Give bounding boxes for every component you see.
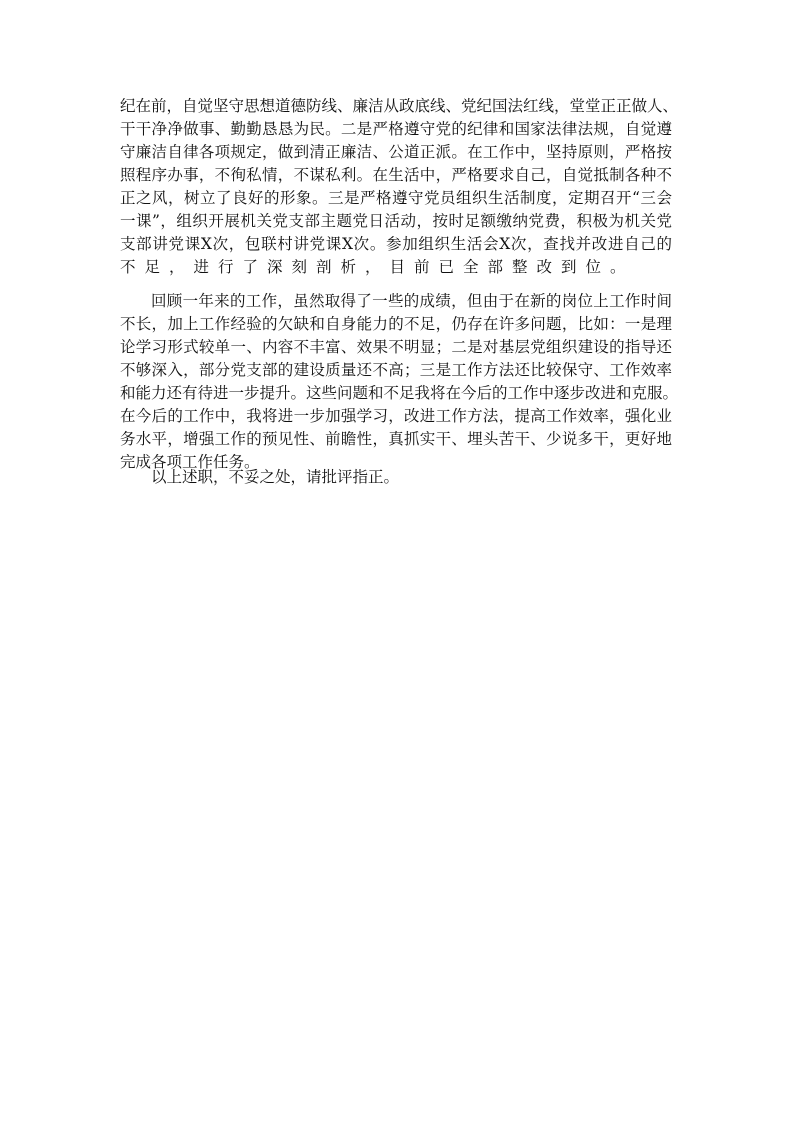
paragraph-line: 论学习形式较单一、内容不丰富、效果不明显；二是对基层党组织建设的指导还 [120, 338, 672, 356]
paragraph-line: 在今后的工作中，我将进一步加强学习，改进工作方法，提高工作效率，强化业 [120, 407, 672, 425]
paragraph-line: 完成各项工作任务。 [120, 453, 260, 471]
paragraph-line: 和能力还有待进一步提升。这些问题和不足我将在今后的工作中逐步改进和克服。 [120, 384, 679, 402]
paragraph-line: 不够深入，部分党支部的建设质量还不高；三是工作方法还比较保守、工作效率 [120, 361, 672, 379]
paragraph-integrity [120, 95, 679, 279]
paragraph-line: 不足，进行了深刻剖析，目前已全部整改到位。 [120, 258, 635, 276]
paragraph-line: 照程序办事，不徇私情，不谋私利。在生活中，严格要求自己，自觉抵制各种不 [120, 166, 672, 184]
paragraph-line: 正之风，树立了良好的形象。三是严格遵守党员组织生活制度，定期召开“三会 [120, 189, 672, 207]
paragraph-line: 回顾一年来的工作，虽然取得了一些的成绩，但由于在新的岗位上工作时间 [151, 292, 672, 310]
paragraph-line: 守廉洁自律各项规定，做到清正廉洁、公道正派。在工作中，坚持原则，严格按 [120, 143, 672, 161]
paragraph-line: 不长，加上工作经验的欠缺和自身能力的不足，仍存在许多问题，比如：一是理 [120, 315, 672, 333]
paragraph-closing [120, 466, 672, 489]
paragraph-line: 干干净净做事、勤勤恳恳为民。二是严格遵守党的纪律和国家法律法规，自觉遵 [120, 120, 672, 138]
paragraph-line: 以上述职，不妥之处，请批评指正。 [151, 468, 400, 486]
paragraph-line: 纪在前，自觉坚守思想道德防线、廉洁从政底线、党纪国法红线，堂堂正正做人、 [120, 97, 679, 115]
paragraph-line: 支部讲党课X次，包联村讲党课X次。参加组织生活会X次，查找并改进自己的 [120, 235, 672, 253]
paragraph-line: 务水平，增强工作的预见性、前瞻性，真抓实干、埋头苦干、少说多干，更好地 [120, 430, 672, 448]
paragraph-line: 一课”，组织开展机关党支部主题党日活动，按时足额缴纳党费，积极为机关党 [120, 212, 672, 230]
paragraph-review [120, 290, 679, 474]
